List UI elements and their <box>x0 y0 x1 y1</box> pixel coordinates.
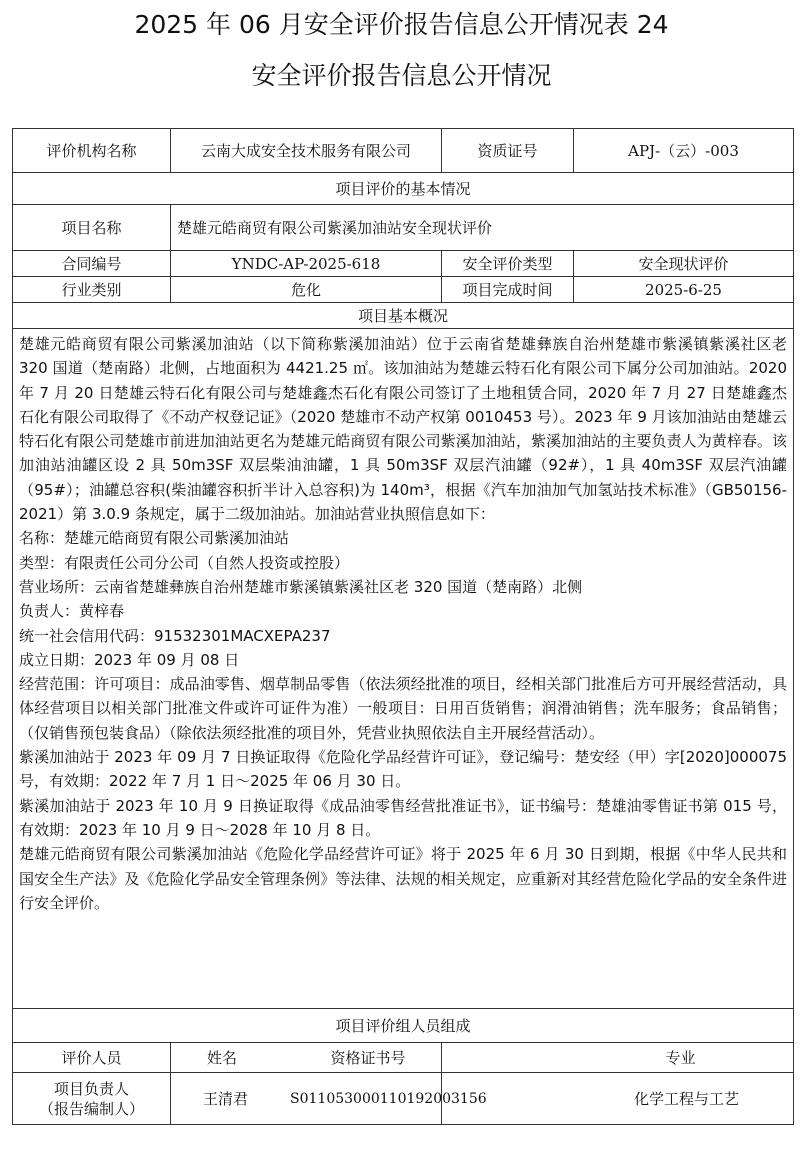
finish-time-value: 2025-6-25 <box>574 277 794 303</box>
project-name-value: 楚雄元皓商贸有限公司紫溪加油站安全现状评价 <box>171 205 794 251</box>
team-header-cert: 资格证书号 <box>330 1048 406 1067</box>
team-member-major: 化学工程与工艺 <box>634 1089 740 1108</box>
overview-body <box>13 329 794 1009</box>
team-header-name: 姓名 <box>171 1043 442 1073</box>
overview-paragraph: 楚雄元皓商贸有限公司紫溪加油站（以下简称紫溪加油站）位于云南省楚雄彝族自治州楚雄市紫溪镇紫溪社区老 320 国道（楚南路）北侧，占地面积为 4421.25 ㎡。该加油站为楚雄云特石化有限公司下属分公司加油站。2020 年 7 月 20 日楚雄云特石化有限公司与楚雄鑫杰石化有限公司签订了土地租赁合同，2020 年 7 月 27 日楚雄鑫杰石化有限公司取得了《不动产权登记证》（2020 楚雄市不动产权第 0010453 号）。2023 年 9 月该加油站由楚雄云特石化有限公司楚雄市前进加油站更名为楚雄元皓商贸有限公司紫溪加油站，紫溪加油站的主要负责人为黄梓春。该加油站油罐区设 2 具 50m3SF 双层柴油油罐，1 具 50m3SF 双层汽油罐（92#），1 具 40m3SF 双层汽油罐（95#）；油罐总容积(柴油罐容积折半计入总容积)为 140m³，根据《汽车加油加气加氢站技术标准》（GB50156-2021）第 3.0.9 条规定，属于二级加油站。加油站营业执照信息如下： <box>19 335 788 524</box>
license-type: 类型：有限责任公司分公司（自然人投资或控股） <box>19 553 350 572</box>
team-header-major: 专业 <box>665 1048 696 1067</box>
license-credit-code: 统一社会信用代码：91532301MACXEPA237 <box>19 626 331 645</box>
team-member-role-line1: 项目负责人 <box>53 1079 129 1098</box>
team-member-cert: S011053000110192003156 <box>290 1090 487 1107</box>
info-table <box>12 128 794 1125</box>
license-business-scope: 经营范围：许可项目：成品油零售、烟草制品零售（依法须经批准的项目，经相关部门批准后方可开展经营活动，具体经营项目以相关部门批准文件或许可证件为准）一般项目：日用百货销售；润滑油销售；洗车服务；食品销售；（仅销售预包装食品）（除依法须经批准的项目外，凭营业执照依法自主开展经营活动）。 <box>19 675 788 742</box>
team-section-heading: 项目评价组人员组成 <box>13 1009 794 1043</box>
cert-label: 资质证号 <box>442 129 574 173</box>
industry-label: 行业类别 <box>13 277 171 303</box>
license-name: 名称：楚雄元皓商贸有限公司紫溪加油站 <box>19 529 290 548</box>
project-name-label: 项目名称 <box>13 205 171 251</box>
basic-section-heading: 项目评价的基本情况 <box>13 173 794 205</box>
license-address: 营业场所：云南省楚雄彝族自治州楚雄市紫溪镇紫溪社区老 320 国道（楚南路）北侧 <box>19 577 583 596</box>
team-member-group <box>290 1073 794 1125</box>
oil-retail-cert-paragraph: 紫溪加油站于 2023 年 10 月 9 日换证取得《成品油零售经营批准证书》，证书编号：楚雄油零售证书第 015 号，有效期：2023 年 10 月 9 日～2028 年 10 月 8 日。 <box>19 796 788 839</box>
license-manager: 负责人：黄梓春 <box>19 602 125 621</box>
team-member-role <box>13 1073 171 1125</box>
page-title: 2025 年 06 月安全评价报告信息公开情况表 24 <box>134 10 669 39</box>
org-label: 评价机构名称 <box>13 129 171 173</box>
industry-value: 危化 <box>171 277 442 303</box>
team-member-row <box>13 1073 794 1125</box>
cert-value: APJ-（云）-003 <box>574 129 794 173</box>
contract-label: 合同编号 <box>13 251 171 277</box>
page-subtitle: 安全评价报告信息公开情况 <box>251 61 552 90</box>
license-founded-date: 成立日期：2023 年 09 月 08 日 <box>19 650 240 669</box>
evaluation-reason-paragraph: 楚雄元皓商贸有限公司紫溪加油站《危险化学品经营许可证》将于 2025 年 6 月 30 日到期，根据《中华人民共和国安全生产法》及《危险化学品安全管理条例》等法律、法规的相关规定，应重新对其经营危险化学品的安全条件进行安全评价。 <box>19 845 788 912</box>
team-header-group <box>330 1043 794 1073</box>
team-member-role-line2: （报告编制人） <box>38 1099 144 1118</box>
contract-value: YNDC-AP-2025-618 <box>171 251 442 277</box>
overview-section-heading: 项目基本概况 <box>13 303 794 329</box>
eval-type-value: 安全现状评价 <box>574 251 794 277</box>
finish-time-label: 项目完成时间 <box>442 277 574 303</box>
org-value: 云南大成安全技术服务有限公司 <box>171 129 442 173</box>
eval-type-label: 安全评价类型 <box>442 251 574 277</box>
hazchem-permit-paragraph: 紫溪加油站于 2023 年 09 月 7 日换证取得《危险化学品经营许可证》，登记编号：楚安经（甲）字[2020]000075 号，有效期：2022 年 7 月 1 日～2025 年 06 月 30 日。 <box>19 748 788 791</box>
team-member-name: 王清君 <box>171 1073 442 1125</box>
org-row <box>13 129 794 173</box>
team-header-row <box>13 1043 794 1073</box>
team-header-role: 评价人员 <box>13 1043 171 1073</box>
